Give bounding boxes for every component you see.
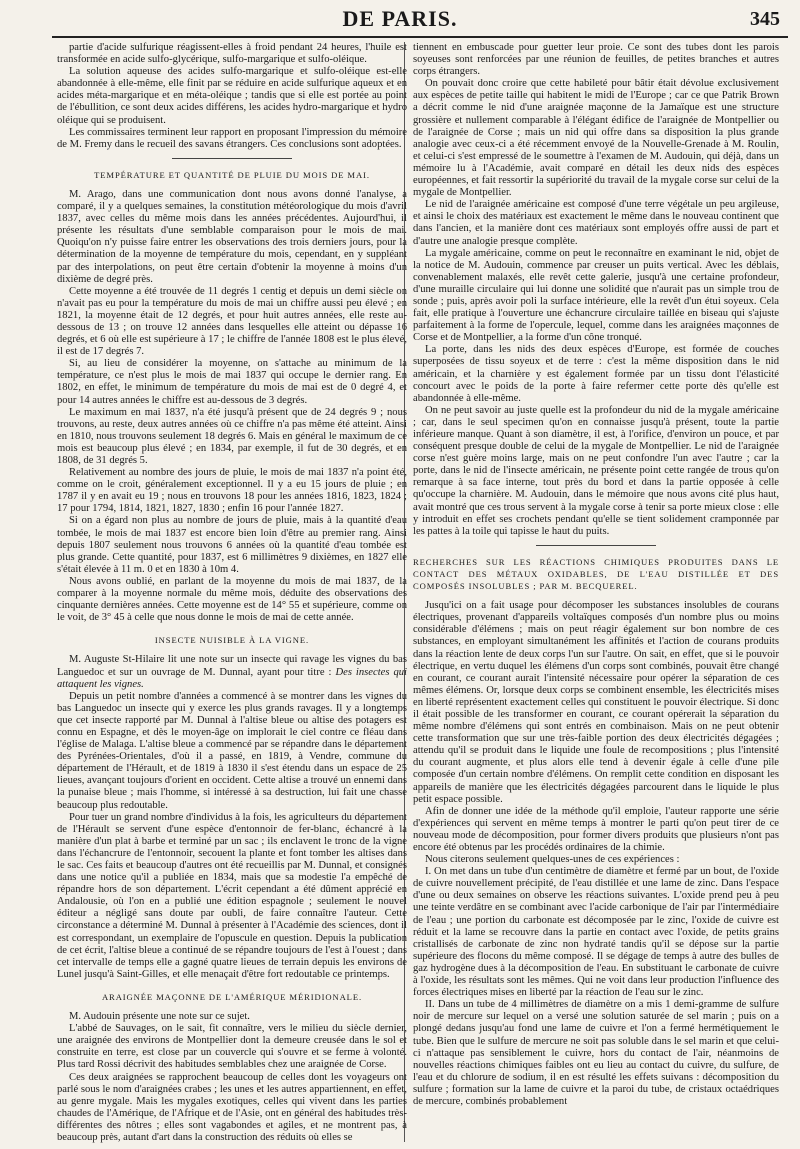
- section-rule: [536, 545, 656, 546]
- paragraph: On ne peut savoir au juste quelle est la profondeur du nid de la mygale américaine ; car, dans le seul specimen qu'on en connaisse jusqu'à présent, toute la partie inférieure manque. Quant à son diamètre, il est, à l'orifice, d'environ un pouce, et par conséquent presque double de celui de la mygale de Montpellier. Le nid de l'araignée corse n'est guère moins large, mais on ne peut confondre l'un avec l'autre ; car la porte, dans le nid de l'insecte américain, ne présente point cette rangée de trous qu'on remarque à sa face interne, tout près du bord et dans la partie opposée à celle qu'occupe la charnière. M. Audouin, dans le mémoire que nous avons cité plus haut, avait montré que ces trous servent à la mygale corse à tenir sa porte mieux close : elle y introduit en effet ses crochets pendant qu'elle se tient solidement cramponnée par les pattes à la toile qui tapisse le haut du puits.: [413, 404, 779, 537]
- paragraph: M. Audouin présente une note sur ce sujet.: [69, 1011, 250, 1023]
- paragraph: La mygale américaine, comme on peut le reconnaître en examinant le nid, objet de la notice de M. Audouin, commence par creuser un puits vertical. Avec les déblais, convenablement malaxés, elle revêt cette galerie, jusqu'à une certaine profondeur, d'une muraille circulaire qui lui donne une solidité que n'aurait pas un simple trou de sonde ; puis, après avoir poli la surface intérieure, elle la revêt d'un étui soyeux. Cela fait, elle pratique à l'ouverture une échancrure circulaire taillée en biseau qui s'ajuste parfaitement à la forme de l'opercule, lequel, comme dans les araignées maçonnes de Corse et de Montpellier, a la forme d'un cône tronqué.: [413, 247, 779, 344]
- paragraph: Jusqu'ici on a fait usage pour décomposer les substances insolubles de courans électriques, provenant d'appareils voltaïques composés d'un nombre plus ou moins considérable d'élémens ; mais on peut réagir également sur bon nombre de ces substances, en employant simultanément les affinités et l'action de courans produits dans la réaction lente de deux corps l'un sur l'autre. On sait, en effet, que si le pouvoir électrique, en vertu duquel les élémens d'un corps sont combinés, pouvait être changé en courant, ce courant aurait l'intensité nécessaire pour opérer la séparation de ces mêmes élémens. Or, lorsque deux corps se combinent ensemble, les électricités mises en liberté représentent exactement celles qui constituent le pouvoir électrique. Si donc il était possible de les transformer en courant, ce courant opérerait la séparation du même nombre d'élémens qui sont entrés en combinaison. Mais on ne peut obtenir cette transformation que sur une très-faible portion des deux électricités dégagées ; attendu qu'il se produit dans le liquide une foule de recompositions ; plus l'intensité du courant augmente, et plus alors elle tend à devenir égale à celle d'une pile composée d'un certain nombre d'élémens. On remplit cette condition en disposant les appareils de manière que les électricités dégagées parcourent dans le liquide le plus petit espace possible.: [413, 600, 779, 805]
- book-title: Des insectes qui attaquent les vignes.: [57, 666, 407, 690]
- paragraph: Cette moyenne a été trouvée de 11 degrés 1 centig et depuis un demi siècle on n'avait pas eu pour la température du mois de mai un chiffre aussi peu élevé ; en 1821, la moyenne était de 12 degrés, et pour huit autres années, elle reste au-dessous de 13 ; on trouve 12 années dans lesquelles elle atteint ou dépasse 16 degrés, et 6 où elle est supérieure à 17 ; le chiffre de l'année 1808 est le plus élevé, il est de 17 degrés 7.: [57, 285, 407, 358]
- paragraph: [57, 654, 407, 690]
- page-number: 345: [750, 8, 780, 30]
- paragraph: I. On met dans un tube d'un centimètre de diamètre et fermé par un bout, de l'oxide de cuivre nouvellement précipité, de l'eau distillée et une lame de zinc. Dans l'espace d'une ou deux semaines on observe les réactions suivantes. L'oxide prend peu à peu une teinte verdâtre en se combinant avec l'acide carbonique de l'air par l'intermédiaire de l'eau ; une portion du carbonate est décomposée par le zinc, l'oxide de cuivre est réduit et la lame se recouvre dans la partie en contact avec l'oxide, de petits grains cristallisés de carbonate de zinc non hydraté tandis qu'il se dépose sur la partie supérieure des flocons du même composé. Il se dégage de temps à autre des bulles de gaz hydrogène dues à la décomposition de l'eau. En substituant le carbonate de cuivre à l'oxide, les résultats sont les mêmes. Qui ne voit dans leur production l'influence des forces électriques mises en liberté par la réaction de l'eau sur le zinc.: [413, 866, 779, 999]
- left-column: [57, 42, 407, 1144]
- right-column: [413, 42, 779, 1108]
- paragraph: Relativement au nombre des jours de pluie, le mois de mai 1837 n'a point été, comme on le croit, généralement exceptionnel. Il y a eu 15 jours de pluie ; en 1787 il y en avait eu 19 ; nous en trouvons 18 pour les années 1816, 1823, 1824 ; 17 pour 1794, 1814, 1821, 1827, 1830 ; enfin 16 pour l'année 1827.: [57, 467, 407, 515]
- paragraph: Les commissaires terminent leur rapport en proposant l'impression du mémoire de M. Fremy dans le recueil des savans étrangers. Ces conclusions sont adoptées.: [57, 126, 407, 150]
- paragraph-text: M. Auguste St-Hilaire lit une note sur un insecte qui ravage les vignes du bas Languedoc et sur un ouvrage de M. Dunnal, ayant pour titre :: [57, 654, 407, 678]
- header-rule: [52, 36, 788, 38]
- paragraph: Pour tuer un grand nombre d'individus à la fois, les agriculteurs du département de l'Hérault se servent d'une espèce d'entonnoir de fer-blanc, échancré à la manière d'un plat à barbe et terminé par un sac ; ils enclavent le tronc de la vigne dans l'échancrure de l'entonnoir, secouent la plante et font tomber les altises dans le sac. Ces faits et beaucoup d'autres ont été recueillis par M. Dunnal, et consignés dans une notice qu'il a publiée en 1834, mais que sa modestie l'a empêché de répandre hors de son département. L'écrit cependant a été dûment apprécié en Andalousie, où l'on en a publié une édition espagnole ; seulement le nouvel éditeur a négligé sans doute par oubli, de faire connaître l'auteur. Cette circonstance a déterminé M. Dunnal à présenter à l'Académie des sciences, dont il est correspondant, un exemplaire de l'opuscule en question. Depuis la publication de cet écrit, l'altise bleue a continué de se répandre toujours de l'est à l'ouest ; dans cet intervalle de temps elle a gagné quatre lieues de terrain depuis les environs de Lunel jusqu'à Saint-Gilles, et elle menaçait d'être fort redoutable ce printemps.: [57, 811, 407, 980]
- paragraph: Si, au lieu de considérer la moyenne, on s'attache au minimum de la température, ce n'est plus le mois de mai 1837 qui occupe le dernier rang. En 1802, en effet, le minimum de température du mois de mai est de 0 degré 4, et pour 14 autres années le chiffre est au-dessous de 3 degrés.: [57, 358, 407, 406]
- paragraph: Si on a égard non plus au nombre de jours de pluie, mais à la quantité d'eau tombée, le mois de mai 1837 est encore bien loin d'être au premier rang. Ainsi depuis 1807 seulement nous trouvons 6 années où la quantité d'eau tombée est plus grande. Cette quantité, pour 1837, est 6 millimètres 9 dixièmes, en 1827 elle s'était élevée à 11 m. 0 et en 1830 à 10m 4.: [57, 515, 407, 575]
- paragraph: M. Arago, dans une communication dont nous avons donné l'analyse, a comparé, il y a quelques semaines, la constitution météorologique du mois d'avril 1837, avec celles du même mois dans les années précédentes. Aujourd'hui, il présente les résultats d'une semblable comparaison pour le mois de mai. Quoiqu'on n'y puisse faire entrer les observations des trois derniers jours, pour la détermination de la moyenne de température du mois, cependant, en y suppléant par des interpolations, on peut être certain d'obtenir la moyenne à moins d'un dixième de degré près.: [57, 188, 407, 285]
- section-heading-spider: ARAIGNÉE MAÇONNE DE L'AMÉRIQUE MÉRIDIONALE.: [101, 991, 363, 1002]
- paragraph: Nous avons oublié, en parlant de la moyenne du mois de mai 1837, de la comparer à la moyenne normale du même mois, déduite des observations des cinquante dernières années. Cette moyenne est de 14° 55 et supérieure, comme on le voit, de 3° 45 à celle que nous donne le mois de mai de cette année.: [57, 575, 407, 624]
- paragraph: Ces deux araignées se rapprochent beaucoup de celles dont les voyageurs ont parlé sous le nom d'araignées crabes ; les unes et les autres appartiennent, en effet, au genre mygale. Mais les mygales exotiques, celles qui vivent dans les parties chaudes de l'Amérique, de l'Afrique et de l'Asie, ont en général des habitudes très-différentes des nôtres ; elles sont vagabondes et agiles, et ne montrent pas, à beaucoup près, autant d'art dans la construction des réduits où elles se: [57, 1071, 407, 1143]
- section-heading-insect: INSECTE NUISIBLE À LA VIGNE.: [154, 635, 310, 646]
- paragraph: Le nid de l'araignée américaine est composé d'une terre végétale un peu argileuse, et ainsi le choix des matériaux est exactement le même dans le nouveau continent que dans l'ancien, et la manière dont ces matériaux sont employés offre aussi de part et d'autre une analogie presque complète.: [413, 199, 779, 247]
- paragraph: L'abbé de Sauvages, on le sait, fit connaître, vers le milieu du siècle dernier, une araignée des environs de Montpellier dont la demeure creusée dans le sol et construite en terre, est close par un couvercle qui s'ouvre et se ferme à volonté. Plus tard Rossi décrivit des habitudes semblables chez une araignée de Corse.: [57, 1023, 407, 1071]
- paragraph: On pouvait donc croire que cette habileté pour bâtir était dévolue exclusivement aux espèces de petite taille qui habitent le midi de l'Europe ; car ce que Patrik Brown a décrit comme le nid d'une araignée maçonne de la Jamaïque est une structure grossière et nullement comparable à l'élégant édifice de l'araignée de Montpellier ou de l'araignée de Corse ; mais un nid qui offre dans sa disposition la plus grande analogie avec ceux-ci a été récemment envoyé de la Nouvelle-Grenade à M. Roulin, et celui-ci s'est empressé de le soumettre à l'examen de M. Audouin, qui déjà, dans un mémoire lu à l'Académie, avait comparé en détail les deux nids des espèces européennes, et fait ressortir la supériorité du travail de la mygale corse sur celui de la mygale de Montpellier.: [413, 78, 779, 199]
- paragraph: La solution aqueuse des acides sulfo-margarique et sulfo-oléique est-elle abandonnée à elle-même, elle finit par se réduire en acide sulfurique aqueux et en acides méta-margarique et en méta-oléique ; tandis que si elle est portée au point de l'ébullition, ce sont deux acides différens, les acides hydro-margarique et hydro oléique qui se produisent.: [57, 66, 407, 126]
- paragraph: partie d'acide sulfurique réagissent-elles à froid pendant 24 heures, l'huile est transformée en acide sulfo-glycérique, sulfo-margarique et sulfo-oléique.: [57, 42, 407, 66]
- section-heading-weather: TEMPÉRATURE ET QUANTITÉ DE PLUIE DU MOIS DE MAI.: [94, 169, 370, 180]
- paragraph: Afin de donner une idée de la méthode qu'il emploie, l'auteur rapporte une série d'expériences qui servent en même temps à montrer le parti qu'on peut tirer de ce nouveau mode de décomposition, pour former divers produits que plusieurs n'ont pas encore été obtenus par les procédés ordinaires de la chimie.: [413, 805, 779, 853]
- page-header: [0, 0, 800, 34]
- paragraph: II. Dans un tube de 4 millimètres de diamètre on a mis 1 demi-gramme de sulfure noir de mercure sur lequel on a versé une solution saturée de sel marin ; puis on a plongé dedans jusqu'au fond une lame de cuivre et l'on a fermé hermétiquement le tube. Bien que le sulfure de mercure ne soit pas soluble dans le sel marin et que celui-ci n'attaque pas sensiblement le cuivre, hors du contact de l'air, néanmoins de nouvelles réactions chimiques faibles ont eu lieu au contact du cuivre, du sulfure, de l'eau et du chlorure de sodium, il en est résulté les effets suivans : décomposition du sulfure ; formation sur la lame de cuivre et la paroi du tube, de cristaux octaédriques de mercure, combinés probablement: [413, 999, 779, 1107]
- paragraph: tiennent en embuscade pour guetter leur proie. Ce sont des tubes dont les parois soyeuses sont renforcées par une réunion de feuilles, de petites branches et autres corps étrangers.: [413, 42, 779, 78]
- section-heading-chemistry: RECHERCHES SUR LES RÉACTIONS CHIMIQUES PRODUITES DANS LE CONTACT DES MÉTAUX OXIDABLES, DE L'EAU DISTILLÉE ET DES COMPOSÉS INSOLUBLES ; PAR M. BECQUEREL.: [413, 556, 779, 592]
- paragraph: Depuis un petit nombre d'années a commencé à se montrer dans les vignes du bas Languedoc un insecte qui y exerce les plus grands ravages. Il y a longtemps que cet insecte rapporté par M. Dunnal à l'altise bleue ou altise des potagers est connu en Espagne, et dès le moyen-âge on implorait le ciel contre ce fléau dans l'église de Malaga. L'altise bleue a commencé par se répandre dans le département des Pyrénées-Orientales, d'où il a passé, en 1819, à Vendre, commune du département de l'Hérault, et de 1819 à 1830 il s'est étendu dans un espace de 25 lieues, avançant toujours d'orient en occident. Cette altise a trouvé un ennemi dans la punaise bleue ; mais l'homme, si intéressé à sa destruction, lui fait une chasse beaucoup plus redoutable.: [57, 690, 407, 811]
- paragraph: Nous citerons seulement quelques-unes de ces expériences :: [425, 854, 680, 866]
- paragraph: Le maximum en mai 1837, n'a été jusqu'à présent que de 24 degrés 9 ; nous trouvons, au reste, deux autres années où ce chiffre n'a pas même été atteint. Ainsi en 1810, nous trouvons seulement 18 degrés 6. Mais en général le maximum de ce mois est beaucoup plus élevé ; en 1834, par exemple, il fut de 30 degrés, et en 1808, de 31 degrés 5.: [57, 406, 407, 466]
- running-title: DE PARIS.: [342, 6, 458, 31]
- section-rule: [172, 158, 292, 159]
- paragraph: La porte, dans les nids des deux espèces d'Europe, est formée de couches superposées de tissu soyeux et de terre : c'est la même disposition dans le nid américain, et la charnière y est également formée par un tissu dont l'élasticité concourt avec le poids de la porte à faire refermer cette porte dès qu'elle est abandonnée à elle-même.: [413, 344, 779, 404]
